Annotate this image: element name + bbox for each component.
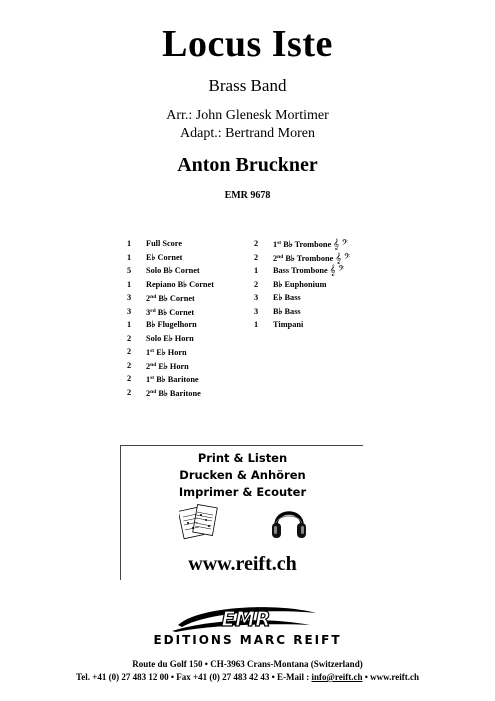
sheet-music-icon [179, 503, 219, 541]
instrument-quantity: 2 [254, 279, 259, 289]
subtitle: Brass Band [208, 76, 287, 95]
contact-website[interactable]: • www.reift.ch [362, 672, 419, 682]
instrument-list-left [127, 237, 257, 399]
instrument-name: Timpani [273, 320, 304, 329]
instrument-name: 2nd B♭ Trombone 𝄞 𝄢 [273, 252, 351, 264]
instrument-name: Solo E♭ Horn [146, 333, 194, 343]
instrument-quantity: 3 [127, 293, 132, 302]
instrument-row [127, 372, 257, 386]
instrument-quantity: 3 [254, 306, 259, 316]
instrument-row [254, 291, 384, 305]
instrument-quantity: 2 [127, 374, 132, 383]
instrument-name: 2nd B♭ Baritone [146, 388, 201, 398]
instrument-row [254, 264, 384, 278]
svg-text:EMR: EMR [221, 607, 271, 631]
instrument-row [127, 237, 257, 251]
instrument-name: B♭ Euphonium [273, 279, 327, 289]
instrument-quantity: 1 [127, 279, 132, 289]
website-link[interactable]: www.reift.ch [188, 553, 297, 575]
instrument-quantity: 2 [254, 239, 259, 248]
instrument-row [127, 251, 257, 265]
instrument-row [127, 305, 257, 319]
instrument-row [127, 318, 257, 332]
instrument-row [127, 359, 257, 373]
instrument-row [254, 318, 384, 332]
promo-line-1: Print & Listen [197, 451, 288, 465]
instrument-row [127, 345, 257, 359]
instrument-row [254, 278, 384, 292]
print-listen-box [120, 445, 363, 580]
instrument-name: Full Score [146, 239, 183, 248]
instrument-name: 3rd B♭ Cornet [146, 307, 195, 317]
emr-logo [170, 603, 320, 633]
instrument-name: B♭ Bass [273, 306, 301, 316]
publisher-address: Route du Golf 150 • CH-3963 Crans-Montana (Switzerland) [132, 659, 363, 669]
instrument-name: B♭ Flugelhorn [146, 320, 197, 329]
instrument-row [127, 386, 257, 400]
instrument-row [254, 305, 384, 319]
clef-icon: 𝄞 𝄢 [333, 239, 349, 250]
instrument-name: 2nd E♭ Horn [146, 361, 189, 371]
instrument-row [254, 237, 384, 251]
instrument-row [127, 291, 257, 305]
instrument-quantity: 5 [127, 266, 132, 275]
instrument-quantity: 1 [254, 320, 259, 329]
instrument-quantity: 2 [127, 387, 132, 397]
instrument-row [127, 278, 257, 292]
instrument-quantity: 2 [254, 252, 259, 262]
instrument-quantity: 2 [127, 333, 132, 343]
clef-icon: 𝄞 𝄢 [329, 265, 345, 276]
instrument-quantity: 1 [127, 239, 132, 248]
instrument-name: E♭ Bass [273, 293, 301, 302]
instrument-name: Repiano B♭ Cornet [146, 279, 214, 289]
instrument-name: E♭ Cornet [146, 252, 183, 262]
catalog-number: EMR 9678 [224, 190, 271, 201]
publisher-contact [0, 671, 495, 683]
instrument-row [127, 264, 257, 278]
clef-icon: 𝄞 𝄢 [335, 252, 351, 264]
instrument-name: Solo B♭ Cornet [146, 266, 200, 275]
arranger: Arr.: John Glenesk Mortimer [166, 108, 329, 123]
instrument-quantity: 3 [254, 293, 259, 302]
instrument-name: 1st B♭ Baritone [146, 375, 199, 384]
page-title: Locus Iste [162, 23, 333, 65]
contact-phone-fax: Tel. +41 (0) 27 483 12 00 • Fax +41 (0) 27 483 42 43 • E-Mail : [76, 672, 312, 682]
instrument-row [254, 251, 384, 265]
instrument-row [127, 332, 257, 346]
headphones-icon [271, 501, 307, 541]
instrument-name: 1st E♭ Horn [146, 348, 187, 357]
instrument-quantity: 2 [127, 347, 132, 356]
contact-email-link[interactable]: info@reift.ch [311, 672, 363, 682]
instrument-quantity: 1 [127, 320, 132, 329]
adapter: Adapt.: Bertrand Moren [180, 126, 315, 141]
instrument-quantity: 3 [127, 306, 132, 316]
instrument-name: 1st B♭ Trombone 𝄞 𝄢 [273, 239, 349, 250]
instrument-quantity: 2 [127, 360, 132, 370]
composer: Anton Bruckner [177, 154, 318, 176]
instrument-list-right [254, 237, 384, 332]
instrument-name: 2nd B♭ Cornet [146, 294, 195, 303]
promo-line-3: Imprimer & Ecouter [178, 485, 307, 499]
instrument-quantity: 1 [254, 266, 259, 275]
publisher-name: EDITIONS MARC REIFT [153, 633, 342, 647]
promo-line-2: Drucken & Anhören [179, 468, 306, 482]
instrument-quantity: 1 [127, 252, 132, 262]
instrument-name: Bass Trombone 𝄞 𝄢 [273, 265, 345, 276]
